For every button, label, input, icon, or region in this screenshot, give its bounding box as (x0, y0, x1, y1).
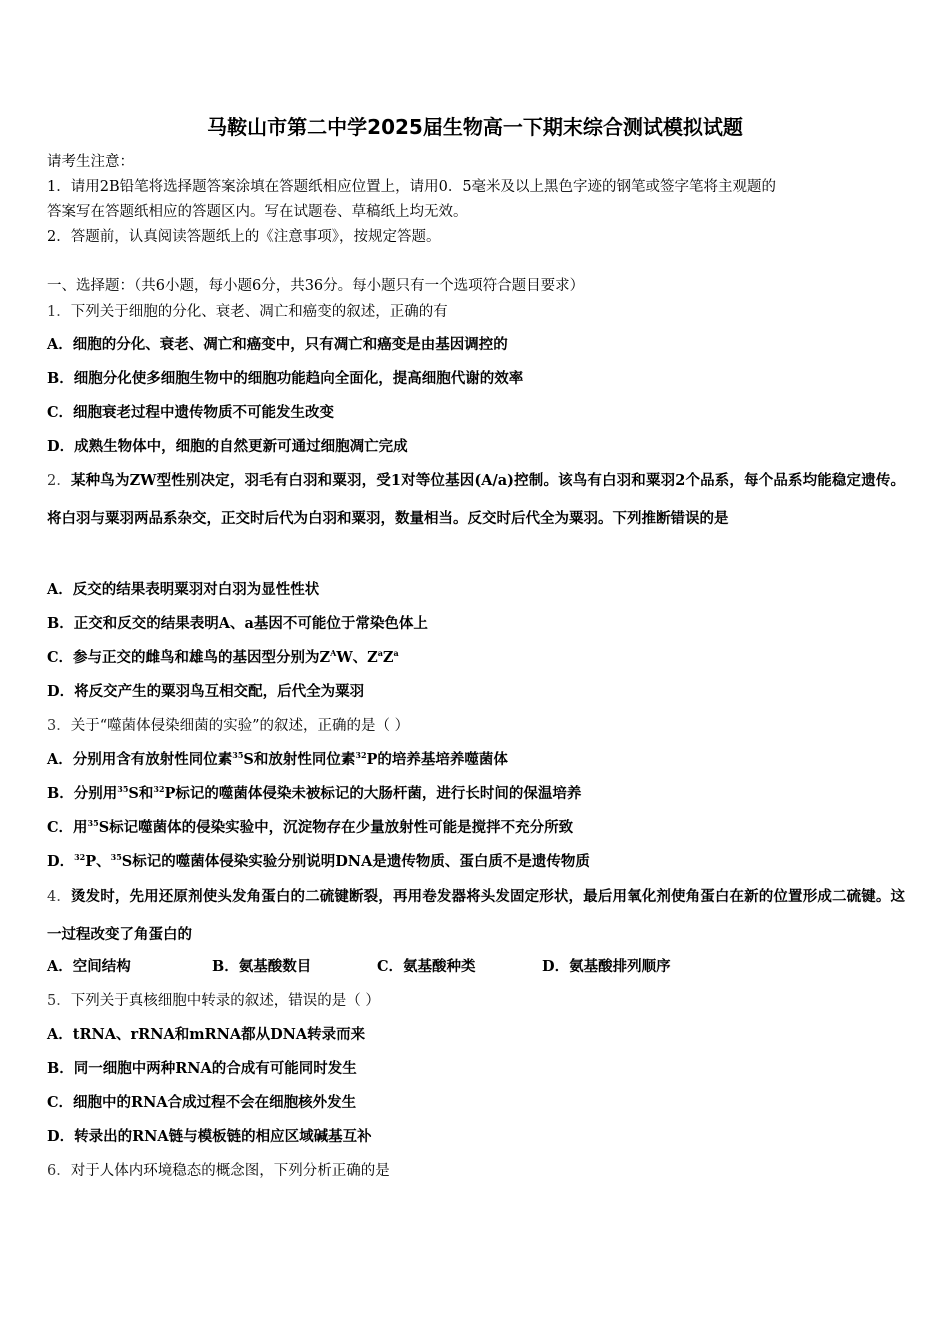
question-number: 1． (47, 304, 71, 320)
question-number: 2． (47, 473, 72, 489)
q5-option-c: C．细胞中的RNA合成过程不会在细胞核外发生 (47, 1094, 357, 1111)
notice-item-1a: 1．请用2B铅笔将选择题答案涂填在答题纸相应位置上，请用0．5毫米及以上黑色字迹的钢笔或签字笔将主观题的 (47, 179, 777, 195)
question-number: 6． (47, 1163, 71, 1179)
q5-option-a: A．tRNA、rRNA和mRNA都从DNA转录而来 (47, 1026, 366, 1043)
q4-options (47, 957, 707, 977)
q1-option-a: A．细胞的分化、衰老、凋亡和癌变中，只有凋亡和癌变是由基因调控的 (47, 336, 508, 353)
question-number: 5． (47, 993, 71, 1009)
q5-option-b: B．同一细胞中两种RNA的合成有可能同时发生 (47, 1060, 357, 1077)
q2-option-d: D．将反交产生的粟羽鸟互相交配，后代全为粟羽 (47, 683, 365, 700)
q3-option-b: B．分别用$^{35}$S和$^{32}$P标记的噬菌体侵染未被标记的大肠杆菌，进行长时间的保温培养 (47, 784, 582, 802)
q3-option-d: D．$^{32}$P、$^{35}$S标记的噬菌体侵染实验分别说明DNA是遗传物质、蛋白质不是遗传物质 (47, 852, 590, 870)
notice-item-1b: 答案写在答题纸相应的答题区内。写在试题卷、草稿纸上均无效。 (47, 204, 468, 220)
notice-heading: 请考生注意： (47, 154, 134, 170)
q2-option-b: B．正交和反交的结果表明A、a基因不可能位于常染色体上 (47, 615, 428, 632)
q5-option-d: D．转录出的RNA链与模板链的相应区域碱基互补 (47, 1128, 372, 1145)
question-number: 4． (47, 889, 71, 905)
page-title: 马鞍山市第二中学2025届生物高一下期末综合测试模拟试题 (207, 115, 743, 139)
question-1 (47, 302, 448, 322)
question-stem: 某种鸟为ZW型性别决定，羽毛有白羽和粟羽，受1对等位基因(A/a)控制。该鸟有白羽和粟羽2个品系，每个品系均能稳定遗传。将白羽与粟羽两品系杂交，正交时后代为白羽和粟羽，数量相当。反交时后代全为粟羽。下列推断错误的是 (47, 472, 905, 527)
question-number: 3． (47, 718, 71, 734)
section-heading: 一、选择题：（共6小题，每小题6分，共36分。每小题只有一个选项符合题目要求） (47, 278, 585, 294)
question-2 (47, 462, 905, 537)
question-5 (47, 991, 380, 1011)
q2-option-a: A．反交的结果表明粟羽对白羽为显性性状 (47, 581, 320, 598)
q1-option-d: D．成熟生物体中，细胞的自然更新可通过细胞凋亡完成 (47, 438, 408, 455)
question-stem: 下列关于真核细胞中转录的叙述，错误的是（ ） (70, 993, 380, 1009)
question-stem: 烫发时，先用还原剂使头发角蛋白的二硫键断裂，再用卷发器将头发固定形状，最后用氧化剂使角蛋白在新的位置形成二硫键。这一过程改变了角蛋白的 (47, 888, 905, 943)
question-stem: 关于“噬菌体侵染细菌的实验”的叙述，正确的是（ ） (70, 718, 410, 734)
q3-option-a: A．分别用含有放射性同位素$^{35}$S和放射性同位素$^{32}$P的培养基培养噬菌体 (47, 750, 508, 768)
q4-option-a: A．空间结构 (47, 958, 131, 975)
question-4 (47, 878, 905, 953)
q3-option-c: C．用$^{35}$S标记噬菌体的侵染实验中，沉淀物存在少量放射性可能是搅拌不充分所致 (47, 818, 574, 836)
question-3 (47, 716, 409, 736)
question-stem: 对于人体内环境稳态的概念图，下列分析正确的是 (70, 1163, 390, 1179)
q2-option-c: C．参与正交的雌鸟和雄鸟的基因型分别为$Z^AW$、$Z^aZ^a$ (47, 648, 399, 666)
q4-option-d: D．氨基酸排列顺序 (542, 958, 671, 975)
question-6 (47, 1161, 390, 1181)
q1-option-b: B．细胞分化使多细胞生物中的细胞功能趋向全面化，提高细胞代谢的效率 (47, 370, 524, 387)
question-stem: 下列关于细胞的分化、衰老、凋亡和癌变的叙述，正确的有 (70, 304, 448, 320)
q4-option-c: C．氨基酸种类 (377, 958, 476, 975)
notice-item-2: 2．答题前，认真阅读答题纸上的《注意事项》，按规定答题。 (47, 229, 441, 245)
q1-option-c: C．细胞衰老过程中遗传物质不可能发生改变 (47, 404, 335, 421)
q4-option-b: B．氨基酸数目 (212, 958, 312, 975)
